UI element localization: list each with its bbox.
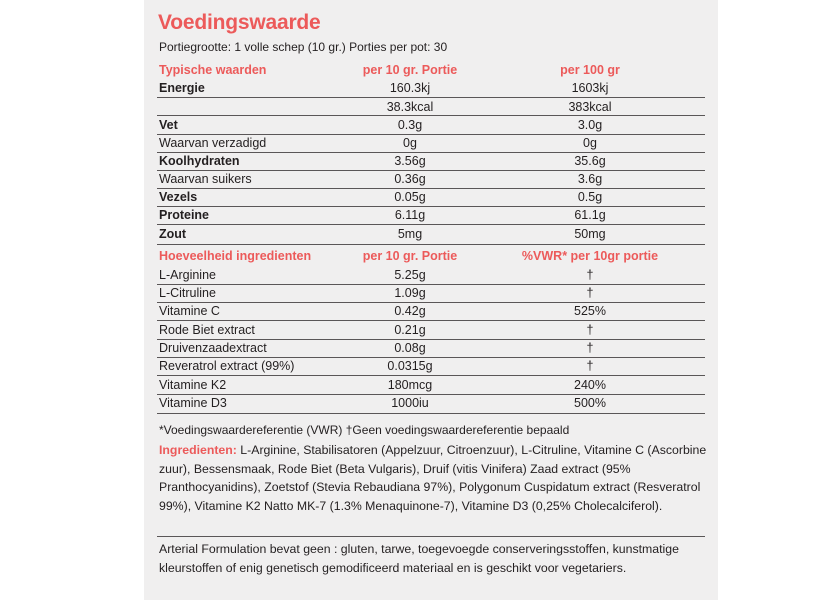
ingredient-amount: 0.42g [394, 304, 426, 318]
ingredient-vwr: 525% [574, 304, 606, 318]
table-row [157, 340, 705, 357]
serving-size: Portiegrootte: 1 volle schep (10 gr.) Porties per pot: 30 [159, 40, 448, 54]
header-per-100g: per 100 gr [560, 63, 620, 77]
value-per-100g: 61.1g [574, 208, 606, 222]
value-per-portion: 0.36g [394, 172, 426, 186]
ingredients-label: Ingredienten: [159, 443, 237, 457]
ingredient-vwr: 500% [574, 396, 606, 410]
value-per-100g: 3.0g [577, 118, 603, 132]
ingredient-vwr: † [586, 323, 594, 337]
ingredients-paragraph [159, 441, 707, 515]
table-row [157, 303, 705, 320]
value-per-portion: 0.05g [394, 190, 426, 204]
ingredient-vwr: † [586, 286, 594, 300]
ingredient-table-header [157, 248, 705, 265]
nutrition-table-header [157, 62, 705, 79]
table-row [157, 153, 705, 170]
table-row [157, 226, 705, 243]
row-divider [157, 115, 705, 116]
ingredient-vwr: 240% [574, 378, 606, 392]
ingredient-amount: 0.0315g [387, 359, 433, 373]
ingredient-amount: 5.25g [394, 268, 426, 282]
value-per-portion: 160.3kj [389, 81, 431, 95]
nutrient-name: Waarvan verzadigd [159, 136, 267, 150]
disclaimer: Arterial Formulation bevat geen : gluten, tarwe, toegevoegde conserveringsstoffen, kunstmatige kleurstoffen of enig genetisch gemodificeerd materiaal en is geschikt voor vegetariers. [159, 542, 679, 575]
ingredient-name: L-Citruline [159, 286, 216, 300]
value-per-portion: 0.3g [397, 118, 423, 132]
header-per-portion: per 10 gr. Portie [362, 63, 458, 77]
value-per-portion: 6.11g [394, 208, 426, 222]
nutrient-name: Energie [159, 81, 205, 95]
row-divider [157, 320, 705, 321]
value-per-portion: 5mg [397, 227, 423, 241]
nutrient-name: Zout [159, 227, 187, 241]
ingredient-name: Druivenzaadextract [159, 341, 267, 355]
value-per-portion: 0g [403, 136, 417, 150]
ingredient-name: Vitamine C [159, 304, 220, 318]
ingredient-name: Rode Biet extract [159, 323, 255, 337]
ingredient-amount: 0.21g [394, 323, 426, 337]
header-typical-values: Typische waarden [159, 63, 267, 77]
value-per-100g: 3.6g [577, 172, 603, 186]
section-divider [157, 536, 705, 537]
value-per-portion: 38.3kcal [386, 100, 434, 114]
ingredients-text: L-Arginine, Stabilisatoren (Appelzuur, Citroenzuur), L-Citruline, Vitamine C (Ascorbine zuur), Bessensmaak, Rode Biet (Beta Vulgaris), Druif (vitis Vinifera) Zaad extract (95% Pranthocyanidins), Zoetstof (Stevia Rebaudiana 97%), Polygonum Cuspidatum extract (Resveratrol 99%), Vitamine K2 Natto MK-7 (1.3% Menaquinone-7), Vitamine D3 (0,25% Cholecalciferol). [159, 443, 707, 513]
page-title: Voedingswaarde [158, 11, 321, 34]
value-per-100g: 0g [583, 136, 597, 150]
table-row [157, 80, 705, 97]
ingredient-amount: 1.09g [394, 286, 426, 300]
ingredient-vwr: † [586, 341, 594, 355]
ingredient-name: Reveratrol extract (99%) [159, 359, 295, 373]
header-per-portion: per 10 gr. Portie [362, 249, 458, 263]
nutrient-name: Koolhydraten [159, 154, 240, 168]
table-row [157, 117, 705, 134]
value-per-100g: 35.6g [574, 154, 606, 168]
value-per-100g: 50mg [574, 227, 606, 241]
ingredient-name: Vitamine D3 [159, 396, 227, 410]
ingredient-amount: 1000iu [391, 396, 429, 410]
row-divider [157, 224, 705, 225]
value-per-100g: 0.5g [577, 190, 603, 204]
table-row [157, 99, 705, 116]
table-row [157, 189, 705, 206]
value-per-portion: 3.56g [394, 154, 426, 168]
table-row [157, 322, 705, 339]
nutrient-name: Vezels [159, 190, 198, 204]
value-per-100g: 383kcal [568, 100, 612, 114]
row-divider [157, 413, 705, 414]
header-vwr: %VWR* per 10gr portie [521, 249, 659, 263]
table-row [157, 377, 705, 394]
table-row [157, 171, 705, 188]
table-row [157, 135, 705, 152]
table-row [157, 267, 705, 284]
ingredient-name: L-Arginine [159, 268, 216, 282]
table-row [157, 207, 705, 224]
footnote: *Voedingswaardereferentie (VWR) †Geen voedingswaardereferentie bepaald [159, 423, 570, 437]
ingredient-amount: 0.08g [394, 341, 426, 355]
ingredient-amount: 180mcg [387, 378, 433, 392]
row-divider [157, 97, 705, 98]
nutrient-name: Waarvan suikers [159, 172, 252, 186]
nutrient-name: Proteine [159, 208, 210, 222]
ingredient-name: Vitamine K2 [159, 378, 227, 392]
ingredient-vwr: † [586, 268, 594, 282]
value-per-100g: 1603kj [571, 81, 609, 95]
table-row [157, 285, 705, 302]
header-ingredient-amount: Hoeveelheid ingredienten [159, 249, 312, 263]
row-divider [157, 375, 705, 376]
table-row [157, 358, 705, 375]
nutrient-name: Vet [159, 118, 178, 132]
table-row [157, 395, 705, 412]
ingredient-vwr: † [586, 359, 594, 373]
row-divider [157, 244, 705, 245]
